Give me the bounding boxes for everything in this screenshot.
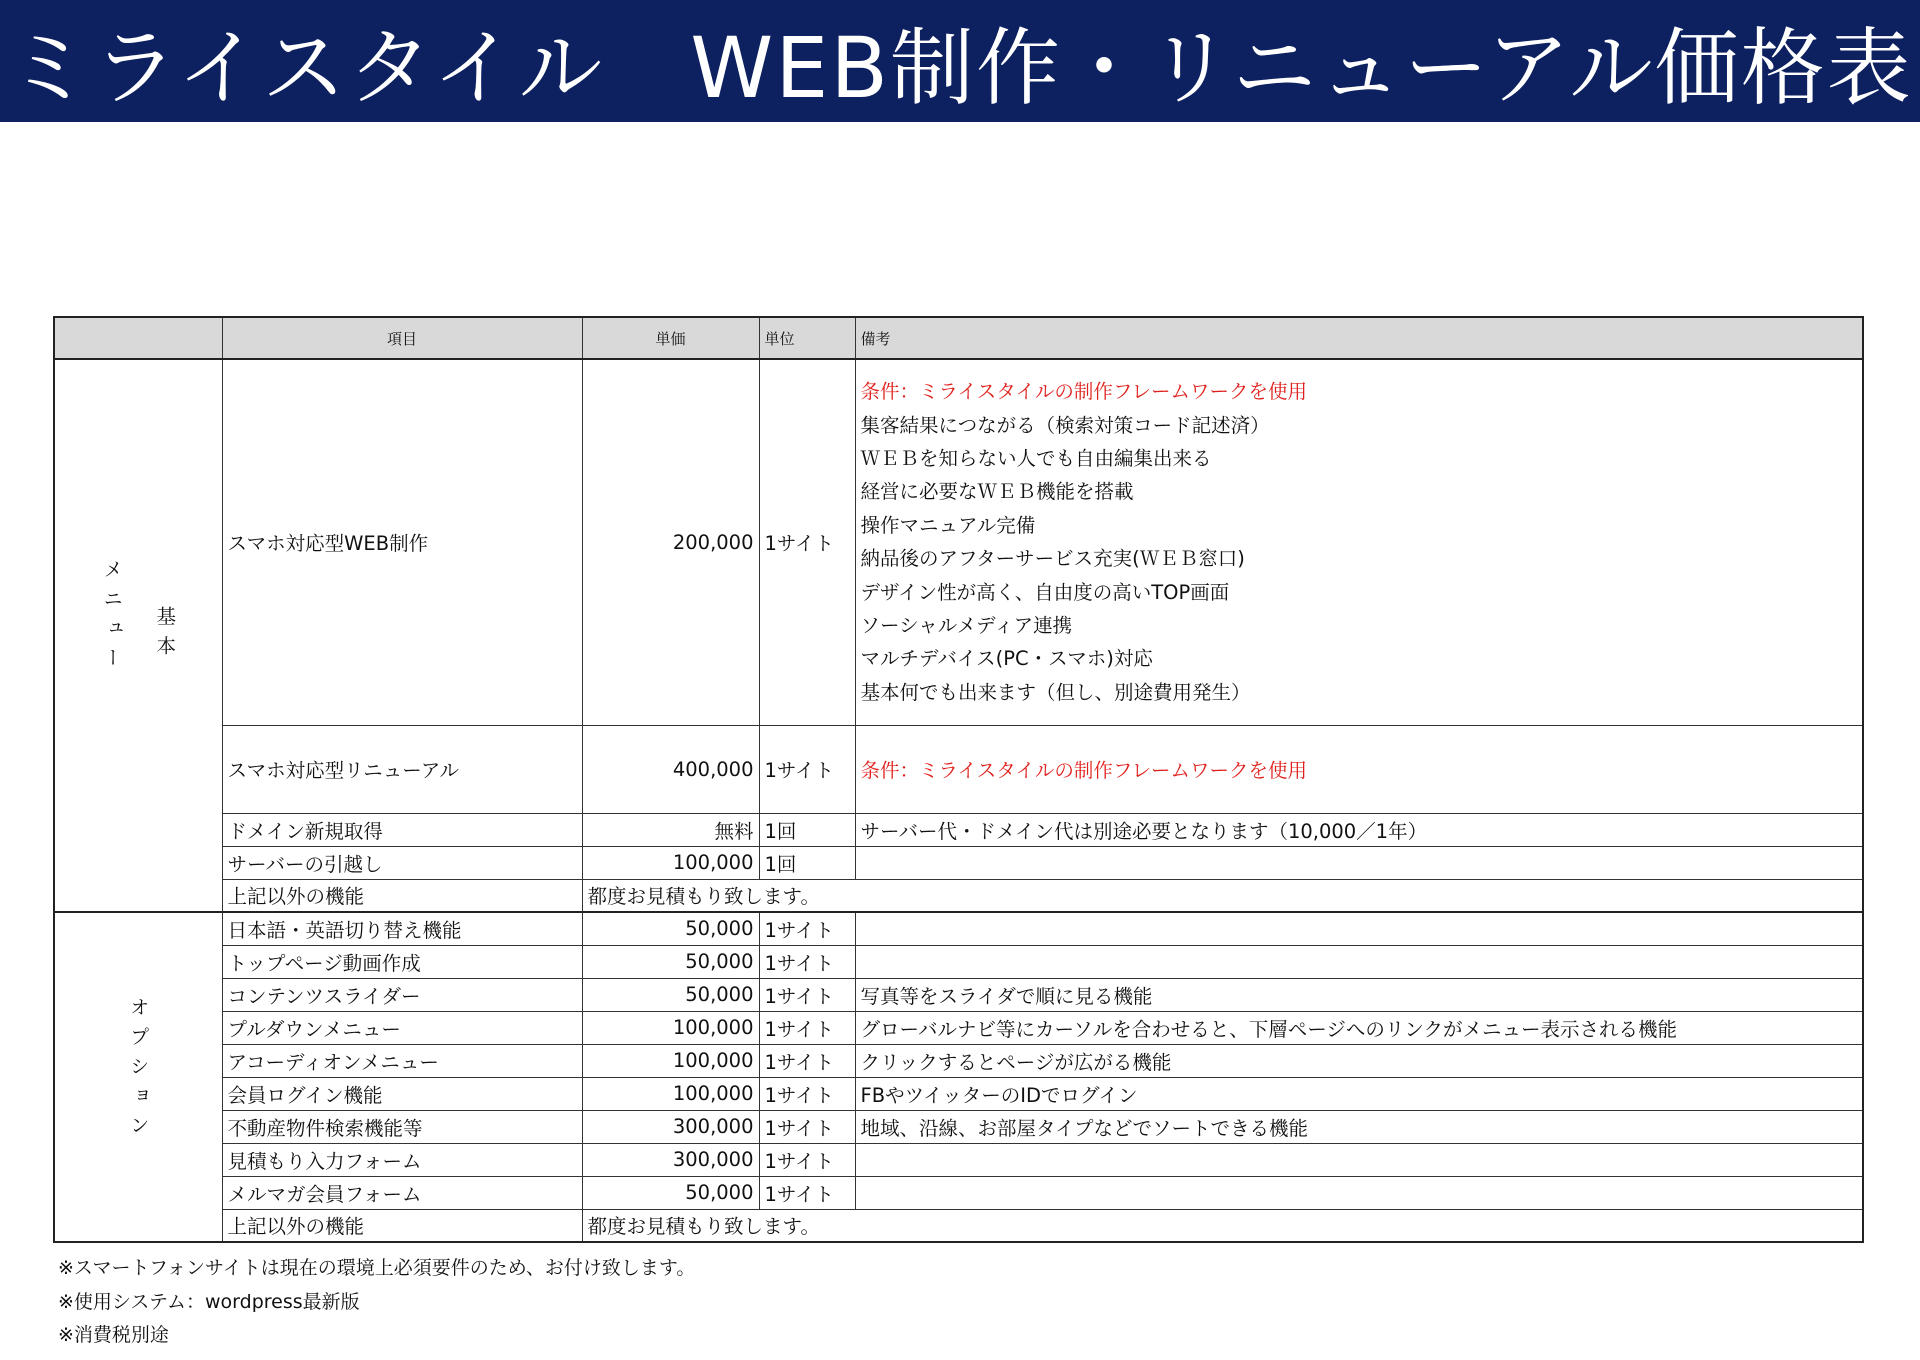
- header-note: 備考: [855, 317, 1863, 359]
- item-name: ドメイン新規取得: [222, 813, 582, 846]
- item-unit: 1サイト: [759, 1011, 855, 1044]
- item-name: 不動産物件検索機能等: [222, 1110, 582, 1143]
- item-note: グローバルナビ等にカーソルを合わせると、下層ページへのリンクがメニュー表示される機能: [855, 1011, 1863, 1044]
- title-bar: [0, 0, 1920, 122]
- category-basic-label: 基本: [153, 606, 177, 665]
- item-name: アコーディオンメニュー: [222, 1044, 582, 1077]
- item-price: 100,000: [582, 846, 759, 879]
- table-row: [54, 879, 1863, 912]
- item-name: 見積もり入力フォーム: [222, 1143, 582, 1176]
- footnotes: [58, 1252, 695, 1353]
- note-line: 集客結果につながる（検索対策コード記述済）: [860, 413, 1270, 437]
- table-row: [54, 1176, 1863, 1209]
- table-row: [54, 725, 1863, 813]
- note-line: ＷＥＢを知らない人でも自由編集出来る: [860, 447, 1212, 471]
- item-name: トップページ動画作成: [222, 945, 582, 978]
- item-note: クリックするとページが広がる機能: [855, 1044, 1863, 1077]
- item-note: サーバー代・ドメイン代は別途必要となります（10,000／1年）: [855, 813, 1863, 846]
- item-note: 条件：ミライスタイルの制作フレームワークを使用: [855, 725, 1863, 813]
- item-name: 上記以外の機能: [222, 879, 582, 912]
- note-line: デザイン性が高く、自由度の高いTOP画面: [860, 580, 1230, 604]
- header-item: 項目: [222, 317, 582, 359]
- item-price: 200,000: [582, 359, 759, 725]
- item-unit: 1サイト: [759, 978, 855, 1011]
- price-table: [53, 316, 1864, 1243]
- item-price: 無料: [582, 813, 759, 846]
- table-row: [54, 912, 1863, 945]
- item-note: [855, 912, 1863, 945]
- table-row: [54, 1143, 1863, 1176]
- item-note: [855, 846, 1863, 879]
- item-price: 100,000: [582, 1044, 759, 1077]
- note-line: ソーシャルメディア連携: [860, 614, 1073, 638]
- item-price: 100,000: [582, 1077, 759, 1110]
- header-category: [54, 317, 222, 359]
- item-name: コンテンツスライダー: [222, 978, 582, 1011]
- item-name: 会員ログイン機能: [222, 1077, 582, 1110]
- note-line: 基本何でも出来ます（但し、別途費用発生）: [860, 680, 1251, 704]
- table-row: [54, 813, 1863, 846]
- item-unit: 1サイト: [759, 1044, 855, 1077]
- item-merged: 都度お見積もり致します。: [582, 879, 1863, 912]
- category-menu-label: メニュー: [100, 558, 124, 677]
- item-note: 写真等をスライダで順に見る機能: [855, 978, 1863, 1011]
- item-note: [855, 1143, 1863, 1176]
- note-line: 経営に必要なＷＥＢ機能を搭載: [860, 480, 1134, 504]
- table-row: [54, 978, 1863, 1011]
- item-price: 50,000: [582, 978, 759, 1011]
- footnote: ※消費税別途: [58, 1324, 169, 1346]
- note-line: 納品後のアフターサービス充実(ＷＥＢ窓口): [860, 547, 1245, 571]
- category-basic-menu: [54, 359, 222, 912]
- note-line: 操作マニュアル完備: [860, 513, 1036, 537]
- note-line: 条件：ミライスタイルの制作フレームワークを使用: [860, 380, 1308, 404]
- footnote: ※使用システム：wordpress最新版: [58, 1290, 360, 1313]
- item-price: 300,000: [582, 1143, 759, 1176]
- item-price: 50,000: [582, 945, 759, 978]
- item-unit: 1サイト: [759, 945, 855, 978]
- table-row: [54, 1110, 1863, 1143]
- header-price: 単価: [582, 317, 759, 359]
- footnote: ※スマートフォンサイトは現在の環境上必須要件のため、お付け致します。: [58, 1257, 696, 1279]
- table-row: [54, 846, 1863, 879]
- item-name: 日本語・英語切り替え機能: [222, 912, 582, 945]
- table-row: [54, 945, 1863, 978]
- item-note: FBやツイッターのIDでログイン: [855, 1077, 1863, 1110]
- item-unit: 1サイト: [759, 1143, 855, 1176]
- item-notes: [855, 359, 1863, 725]
- item-name: メルマガ会員フォーム: [222, 1176, 582, 1209]
- item-price: 100,000: [582, 1011, 759, 1044]
- item-unit: 1回: [759, 813, 855, 846]
- item-unit: 1サイト: [759, 359, 855, 725]
- item-price: 50,000: [582, 912, 759, 945]
- item-unit: 1サイト: [759, 1077, 855, 1110]
- page-title: ミライスタイル WEB制作・リニューアル価格表: [7, 18, 1913, 117]
- item-name: スマホ対応型リニューアル: [222, 725, 582, 813]
- item-note: [855, 1176, 1863, 1209]
- item-unit: 1サイト: [759, 725, 855, 813]
- category-options: [54, 912, 222, 1242]
- table-row: [54, 1077, 1863, 1110]
- item-note: 地域、沿線、お部屋タイプなどでソートできる機能: [855, 1110, 1863, 1143]
- item-merged: 都度お見積もり致します。: [582, 1209, 1863, 1242]
- item-price: 50,000: [582, 1176, 759, 1209]
- item-name: 上記以外の機能: [222, 1209, 582, 1242]
- note-line: マルチデバイス(PC・スマホ)対応: [860, 647, 1153, 671]
- item-price: 300,000: [582, 1110, 759, 1143]
- item-name: サーバーの引越し: [222, 846, 582, 879]
- item-unit: 1サイト: [759, 912, 855, 945]
- item-name: プルダウンメニュー: [222, 1011, 582, 1044]
- item-note: [855, 945, 1863, 978]
- item-unit: 1サイト: [759, 1110, 855, 1143]
- table-row: [54, 359, 1863, 725]
- header-unit: 単位: [759, 317, 855, 359]
- item-name: スマホ対応型WEB制作: [222, 359, 582, 725]
- table-header-row: [54, 317, 1863, 359]
- table-row: [54, 1044, 1863, 1077]
- item-price: 400,000: [582, 725, 759, 813]
- category-options-label: オプション: [126, 997, 150, 1145]
- table-row: [54, 1209, 1863, 1242]
- item-unit: 1サイト: [759, 1176, 855, 1209]
- item-unit: 1回: [759, 846, 855, 879]
- table-row: [54, 1011, 1863, 1044]
